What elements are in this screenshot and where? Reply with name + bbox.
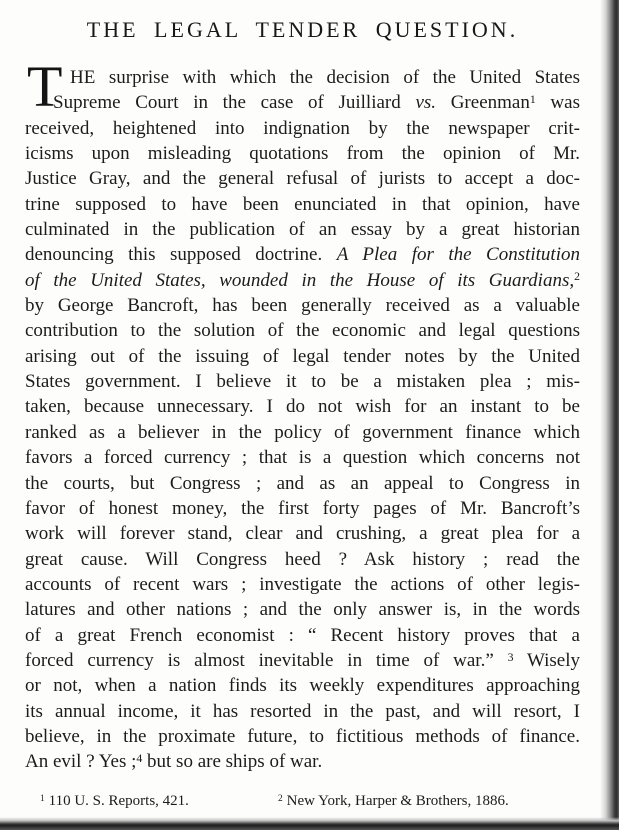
body-lines: [25, 54, 580, 775]
footnote-1-text: 110 U. S. Reports, 421.: [48, 793, 189, 809]
text-line: States government. I believe it to be a mistaken plea ; mis-: [25, 371, 580, 393]
text-line: great cause. Will Congress heed ? Ask history ; read the: [25, 548, 580, 570]
text-line: trine supposed to have been enunciated in that opinion, have: [25, 193, 580, 215]
text-line: received, heightened into indignation by the newspaper crit-: [25, 117, 580, 139]
text-line: believe, in the proximate future, to fictitious methods of finance.: [25, 725, 580, 747]
text-line: Justice Gray, and the general refusal of jurists to accept a doc-: [25, 168, 580, 190]
text-line: work will forever stand, clear and crushing, a great plea for a: [25, 523, 580, 545]
text-line: contribution to the solution of the economic and legal questions: [25, 320, 580, 342]
text-line: taken, because unnecessary. I do not wish for an instant to be: [25, 396, 580, 418]
footnote-2: [278, 791, 509, 811]
text-line: of the United States, wounded in the House of its Guardians,$^2$: [25, 269, 580, 291]
text-line: forced currency is almost inevitable in time of war.” $^3$ Wisely: [25, 649, 580, 671]
drop-cap: T: [27, 54, 63, 119]
page-edge-shadow-bottom: [0, 817, 619, 830]
text-line: accounts of recent wars ; investigate the actions of other legis-: [25, 573, 580, 595]
text-line: the courts, but Congress ; and as an appeal to Congress in: [25, 472, 580, 494]
text-line: culminated in the publication of an essay by a great historian: [25, 219, 580, 241]
text-line: An evil ? Yes ;$^4$ but so are ships of war.: [25, 751, 323, 773]
text-line: Supreme Court in the case of Juilliard vs. Greenman$^1$ was: [53, 92, 580, 114]
text-line: of a great French economist : “ Recent history proves that a: [25, 624, 580, 646]
text-line: or not, when a nation finds its weekly expenditures approaching: [25, 675, 580, 697]
page-title: THE LEGAL TENDER QUESTION.: [86, 17, 519, 42]
footnote-1-marker: 1: [40, 793, 45, 804]
footnotes: [25, 791, 580, 811]
text-line: its annual income, it has resorted in the past, and will resort, I: [25, 700, 580, 722]
text-line: icisms upon misleading quotations from the opinion of Mr.: [25, 143, 580, 165]
text-line: HE surprise with which the decision of the United States: [70, 67, 580, 88]
text-line: arising out of the issuing of legal tender notes by the United: [25, 345, 580, 367]
text-line: ranked as a believer in the policy of government finance which: [25, 421, 580, 443]
text-line: denouncing this supposed doctrine. A Plea for the Constitution: [25, 244, 580, 266]
text-line: by George Bancroft, has been generally received as a valuable: [25, 295, 580, 317]
footnote-1: [40, 793, 189, 809]
page-edge-shadow-right: [600, 0, 619, 830]
text-line: latures and other nations ; and the only answer is, in the words: [25, 599, 580, 621]
text-line: favor of honest money, the first forty pages of Mr. Bancroft’s: [25, 497, 580, 519]
footnote-2-text: New York, Harper & Brothers, 1886.: [286, 793, 509, 809]
footnote-2-marker: 2: [278, 793, 283, 804]
body-text-column: [25, 54, 580, 775]
text-line: favors a forced currency ; that is a question which concerns not: [25, 447, 580, 469]
